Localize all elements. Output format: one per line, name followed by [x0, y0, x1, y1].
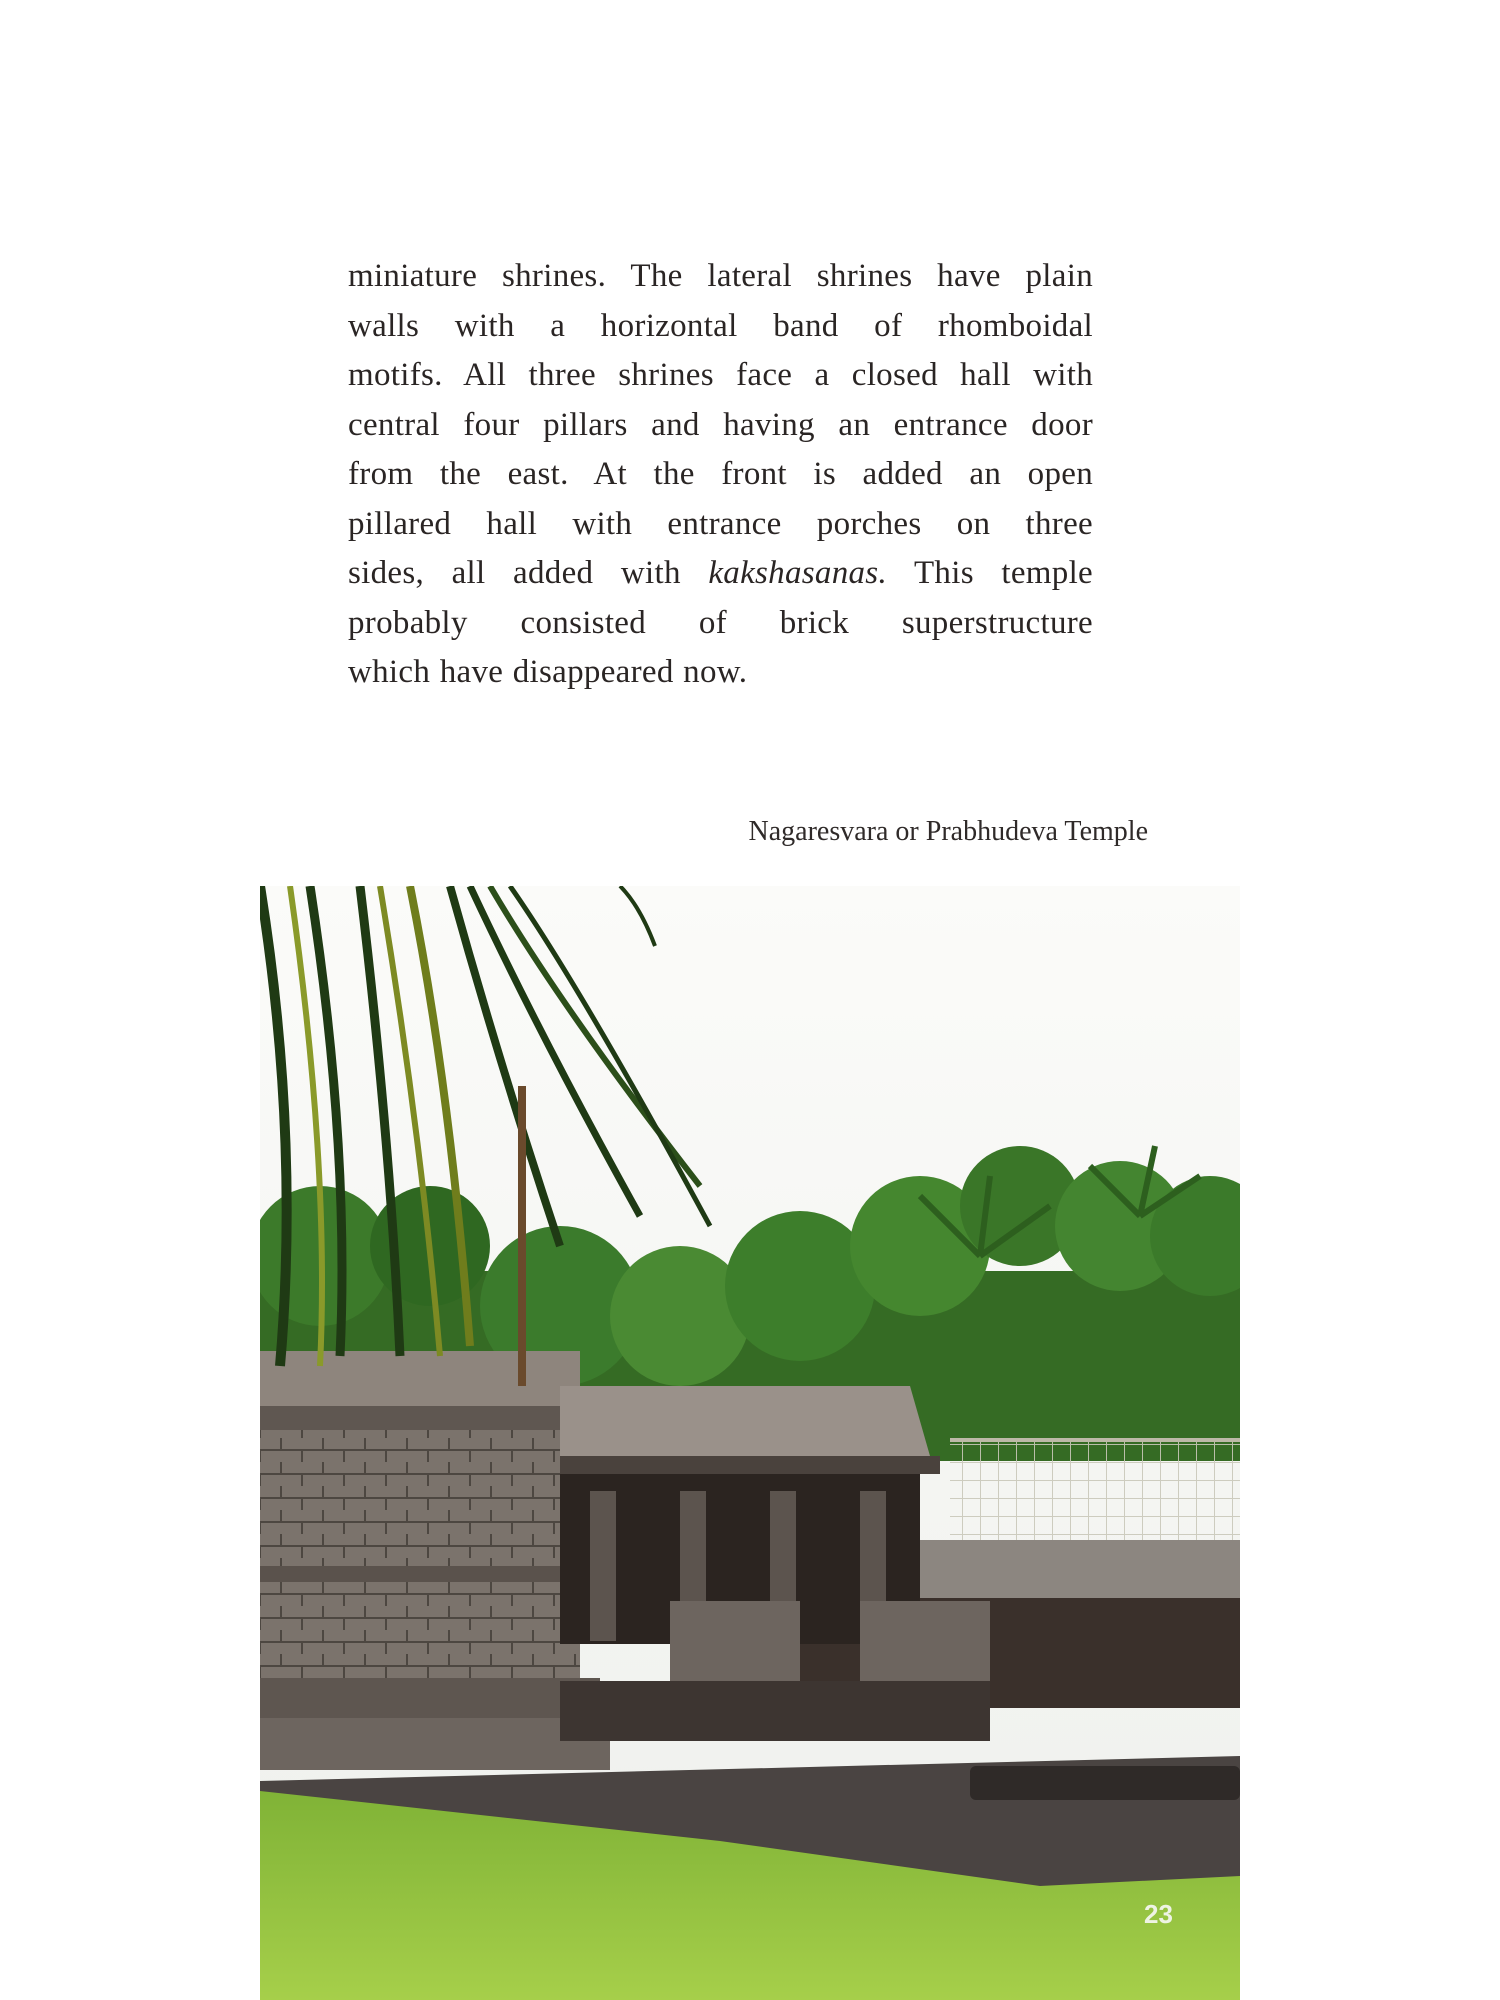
photo-caption: Nagaresvara or Prabhudeva Temple: [748, 816, 1148, 847]
italic-term: kakshasanas.: [708, 555, 887, 591]
text-segment: sides, all added with: [348, 555, 709, 591]
text-segment: This temple: [887, 555, 1093, 591]
text-line: walls with a horizontal band of rhomboidal: [348, 307, 1093, 344]
page-number: 23: [1144, 1899, 1173, 1929]
fence: [950, 1438, 1240, 1542]
text-line: central four pillars and having an entrance door: [348, 406, 1093, 443]
text-line: which have disappeared now.: [348, 654, 748, 690]
text-line: probably consisted of brick superstructure: [348, 604, 1093, 641]
text-line-with-italic: [348, 549, 1093, 599]
temple-photo: [260, 886, 1240, 2000]
text-line: pillared hall with entrance porches on three: [348, 505, 1093, 542]
body-text: [348, 252, 1093, 698]
palm-trunk: [518, 1086, 526, 1386]
text-line: from the east. At the front is added an open: [348, 456, 1093, 492]
temple-photo-illustration: [260, 886, 1240, 2000]
text-line: motifs. All three shrines face a closed hall with: [348, 357, 1093, 393]
text-line: miniature shrines. The lateral shrines have plain: [348, 258, 1093, 294]
stone-platform: [970, 1766, 1240, 1800]
temple-shrine: [260, 1351, 610, 1770]
